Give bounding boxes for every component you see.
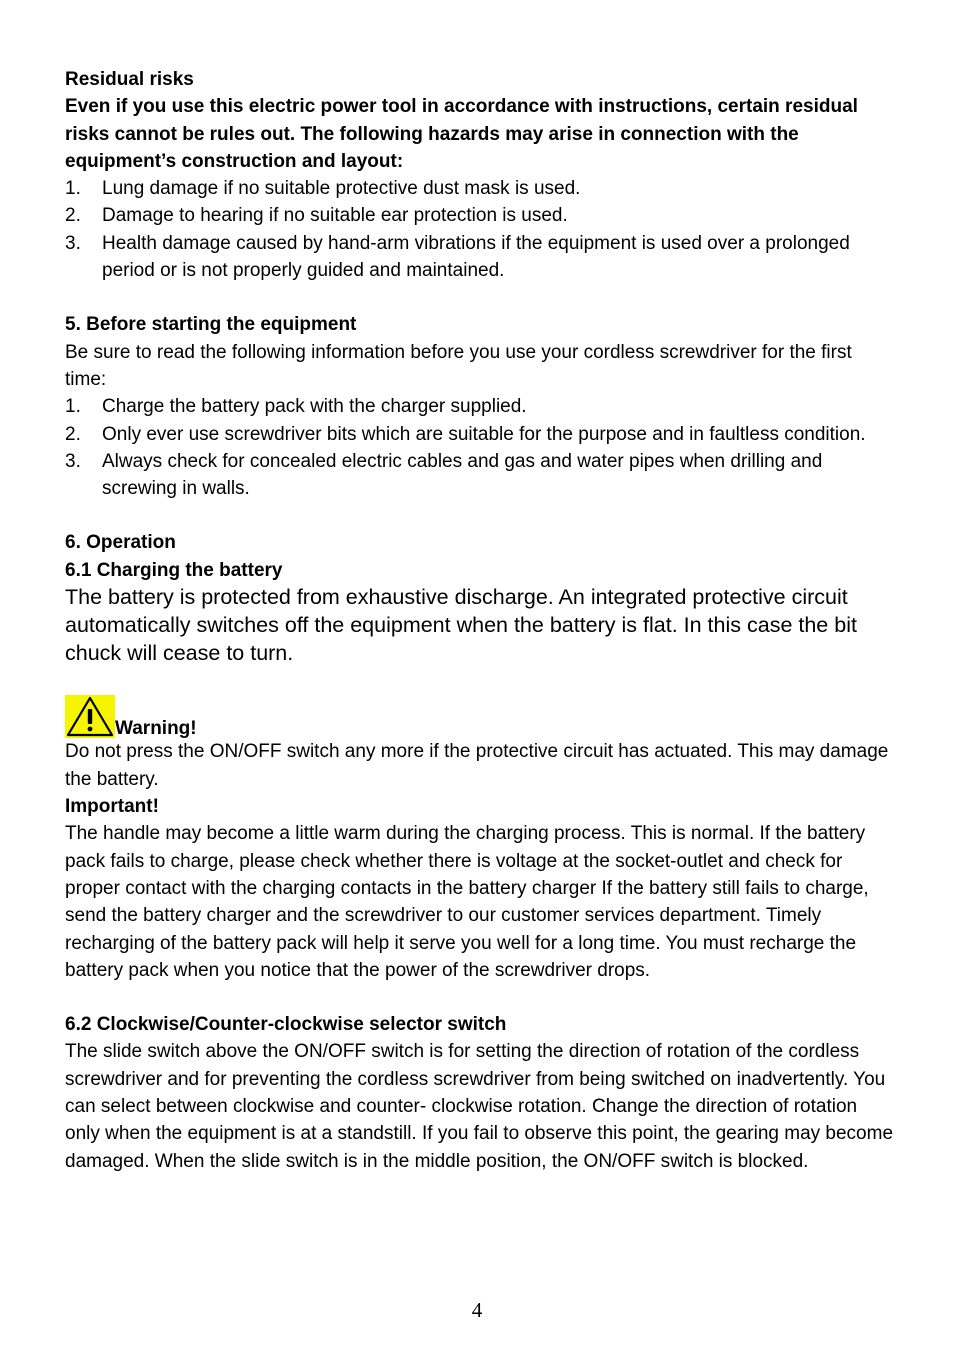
list-number: 2. [65, 423, 81, 445]
warning-text: Do not press the ON/OFF switch any more if the protective circuit has actuated. This may damage the battery. [65, 741, 889, 790]
list-text: Only ever use screwdriver bits which are suitable for the purpose and in faultless condition. [102, 423, 866, 445]
document-page [65, 66, 895, 1175]
residual-risks-list [65, 175, 895, 284]
operation-heading: 6. Operation [65, 532, 176, 554]
residual-risks-heading: Residual risks [65, 69, 194, 90]
warning-triangle-icon [65, 695, 115, 738]
list-item [65, 175, 895, 202]
list-text: Always check for concealed electric cables and gas and water pipes when drilling and screwing in walls. [102, 450, 823, 500]
important-label: Important! [65, 796, 159, 818]
important-text: The handle may become a little warm during the charging process. This is normal. If the battery pack fails to charge, please check whether there is voltage at the socket-outlet and check for proper contact with the charging contacts in the battery charger If the battery still fails to charge, send the battery charger and the screwdriver to our customer services department. Timely recharging of the battery pack will help it serve you well for a long time. You must recharge the battery pack when you notice that the power of the screwdriver drops. [65, 823, 869, 981]
list-number: 1. [65, 178, 81, 200]
page-number: 4 [471, 1298, 483, 1322]
list-item [65, 421, 895, 448]
charging-text: The battery is protected from exhaustive discharge. An integrated protective circuit automatically switches off the equipment when the battery is flat. In this case the bit chuck will cease to turn. [65, 585, 857, 665]
list-item [65, 202, 895, 229]
list-number: 3. [65, 450, 81, 472]
list-text: Damage to hearing if no suitable ear protection is used. [102, 205, 568, 227]
before-starting-list [65, 393, 895, 502]
list-number: 3. [65, 232, 81, 254]
before-starting-intro: Be sure to read the following information before you use your cordless screwdriver for the first time: [65, 341, 852, 390]
residual-risks-intro: Even if you use this electric power tool in accordance with instructions, certain residual risks cannot be rules out. The following hazards may arise in connection with the equipment’s construction and layout: [65, 96, 858, 172]
selector-switch-text: The slide switch above the ON/OFF switch is for setting the direction of rotation of the cordless screwdriver and for preventing the cordless screwdriver from being switched on inadvertently. You can select between clockwise and counter- clockwise rotation. Change the direction of rotation only when the equipment is at a standstill. If you fail to observe this point, the gearing may become damaged. When the slide switch is in the middle position, the ON/OFF switch is blocked. [65, 1041, 894, 1172]
before-starting-heading: 5. Before starting the equipment [65, 314, 357, 336]
list-number: 1. [65, 396, 81, 418]
list-item [65, 230, 895, 285]
list-number: 2. [65, 205, 81, 227]
selector-switch-heading: 6.2 Clockwise/Counter-clockwise selector switch [65, 1014, 507, 1036]
list-text: Health damage caused by hand-arm vibrations if the equipment is used over a prolonged period or is not properly guided and maintained. [102, 232, 850, 282]
list-text: Lung damage if no suitable protective dust mask is used. [102, 178, 581, 200]
list-text: Charge the battery pack with the charger supplied. [102, 396, 527, 418]
warning-label: Warning! [115, 718, 197, 740]
warning-row [65, 695, 895, 738]
list-item [65, 448, 895, 503]
charging-heading: 6.1 Charging the battery [65, 559, 283, 581]
list-item [65, 393, 895, 420]
